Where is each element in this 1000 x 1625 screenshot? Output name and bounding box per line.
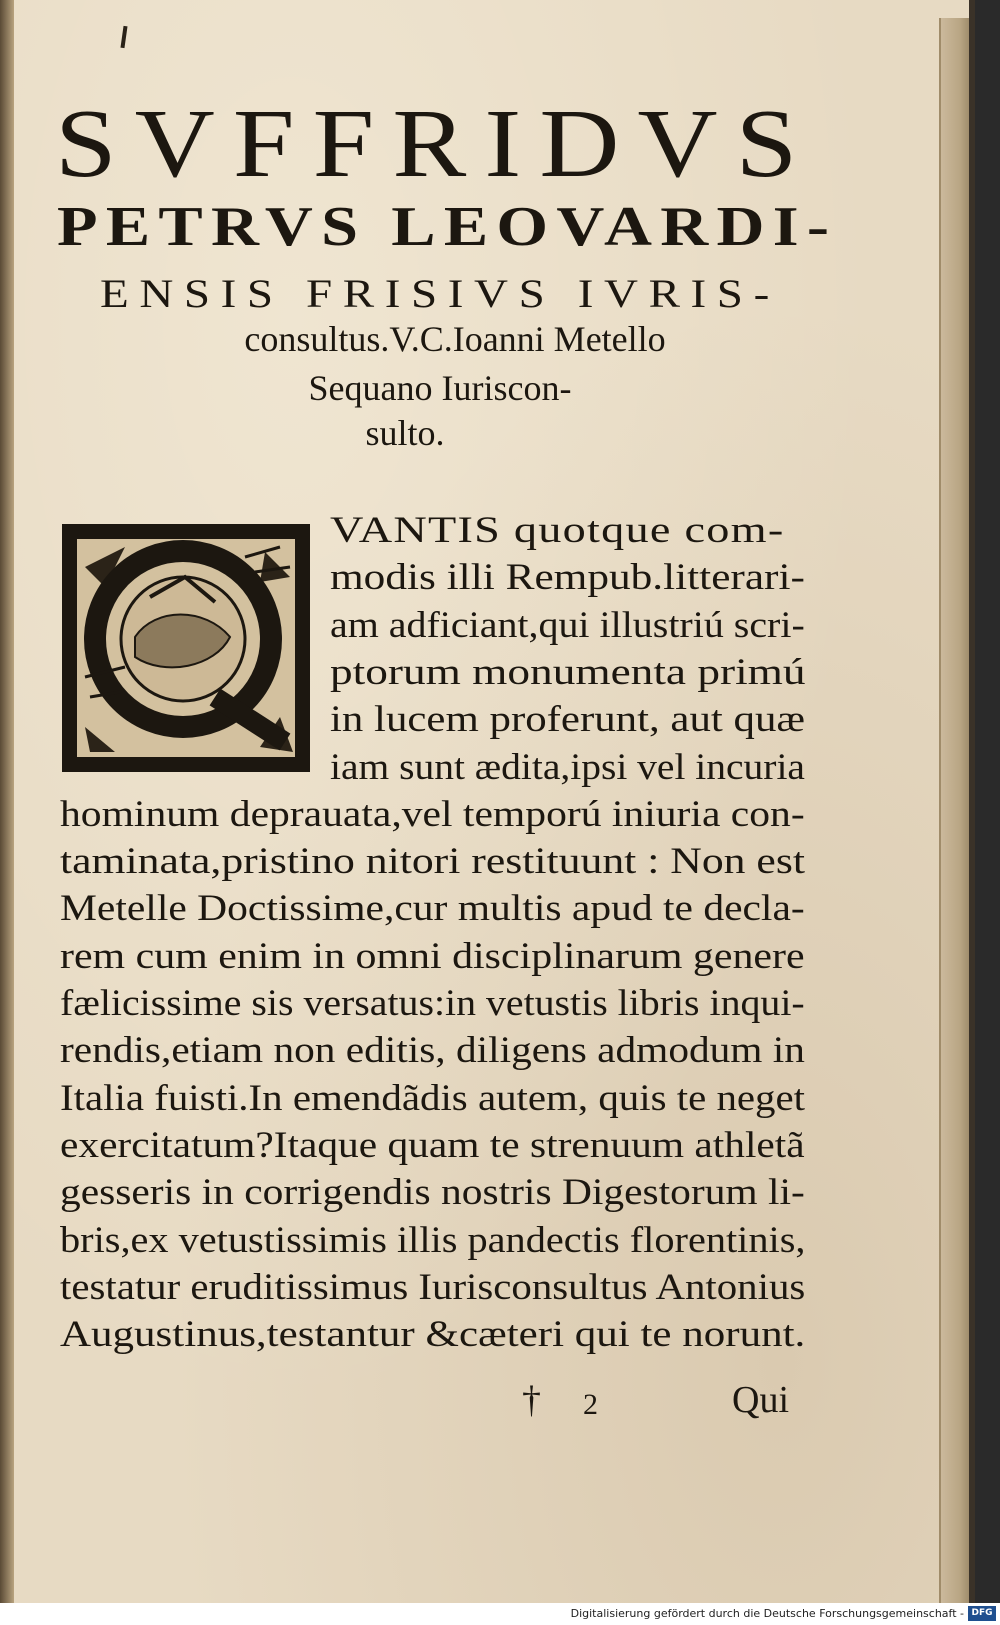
body-line: Italia fuisti.In emendãdis autem, quis te neget (60, 1077, 806, 1119)
body-line: iam sunt ædita,ipsi vel incuria (330, 746, 805, 788)
body-line: gesseris in corrigendis nostris Digestorum li- (60, 1172, 805, 1214)
body-line: rem cum enim in omni disciplinarum genere (60, 935, 805, 977)
footer-bar (0, 1603, 1000, 1625)
title-line-2: PETRVS LEOVARDI- (57, 196, 838, 258)
body-line: bris,ex vetustissimis illis pandectis florentinis, (60, 1219, 806, 1261)
title-line-1: SVFFRIDVS (55, 90, 816, 198)
signature-number: 2 (583, 1388, 598, 1421)
ink-mark (120, 26, 127, 48)
woodcut-initial-q-icon (62, 524, 310, 772)
body-line: in lucem proferunt, aut quæ (330, 699, 805, 741)
title-line-4: consultus.V.C.Ioanni Metello (244, 319, 666, 359)
body-line: Metelle Doctissime,cur multis apud te decla- (60, 888, 805, 930)
title-line-6: sulto. (365, 413, 445, 453)
body-line: hominum deprauata,vel temporú iniuria con- (60, 793, 805, 835)
catchword: Qui (732, 1379, 789, 1421)
page-edge-shadow (969, 0, 975, 1603)
body-line: Augustinus,testantur &cæteri qui te norunt. (60, 1314, 806, 1356)
signature-mark: † (522, 1379, 541, 1421)
page-gutter (0, 0, 14, 1603)
body-line: exercitatum?Itaque quam te strenuum athletã (60, 1124, 805, 1166)
body-line: modis illi Rempub.litterari- (330, 557, 805, 599)
funding-credit: Digitalisierung gefördert durch die Deutsche Forschungsgemeinschaft - (570, 1607, 964, 1620)
body-line: testatur eruditissimus Iurisconsultus Antonius (60, 1266, 806, 1308)
title-line-5: Sequano Iuriscon- (308, 368, 572, 408)
body-line: VANTIS quotque com- (330, 510, 785, 551)
title-line-3: ENSIS FRISIVS IVRIS- (100, 271, 780, 316)
body-line: taminata,pristino nitori restituunt : Non est (60, 841, 805, 883)
body-line: am adficiant,qui illustriú scri- (330, 604, 805, 646)
dfg-logo: DFG (968, 1606, 996, 1621)
body-line: rendis,etiam non editis, diligens admodum in (60, 1030, 805, 1072)
body-line: fælicissime sis versatus:in vetustis libris inqui- (60, 983, 805, 1024)
body-line: ptorum monumenta primú (330, 651, 806, 693)
